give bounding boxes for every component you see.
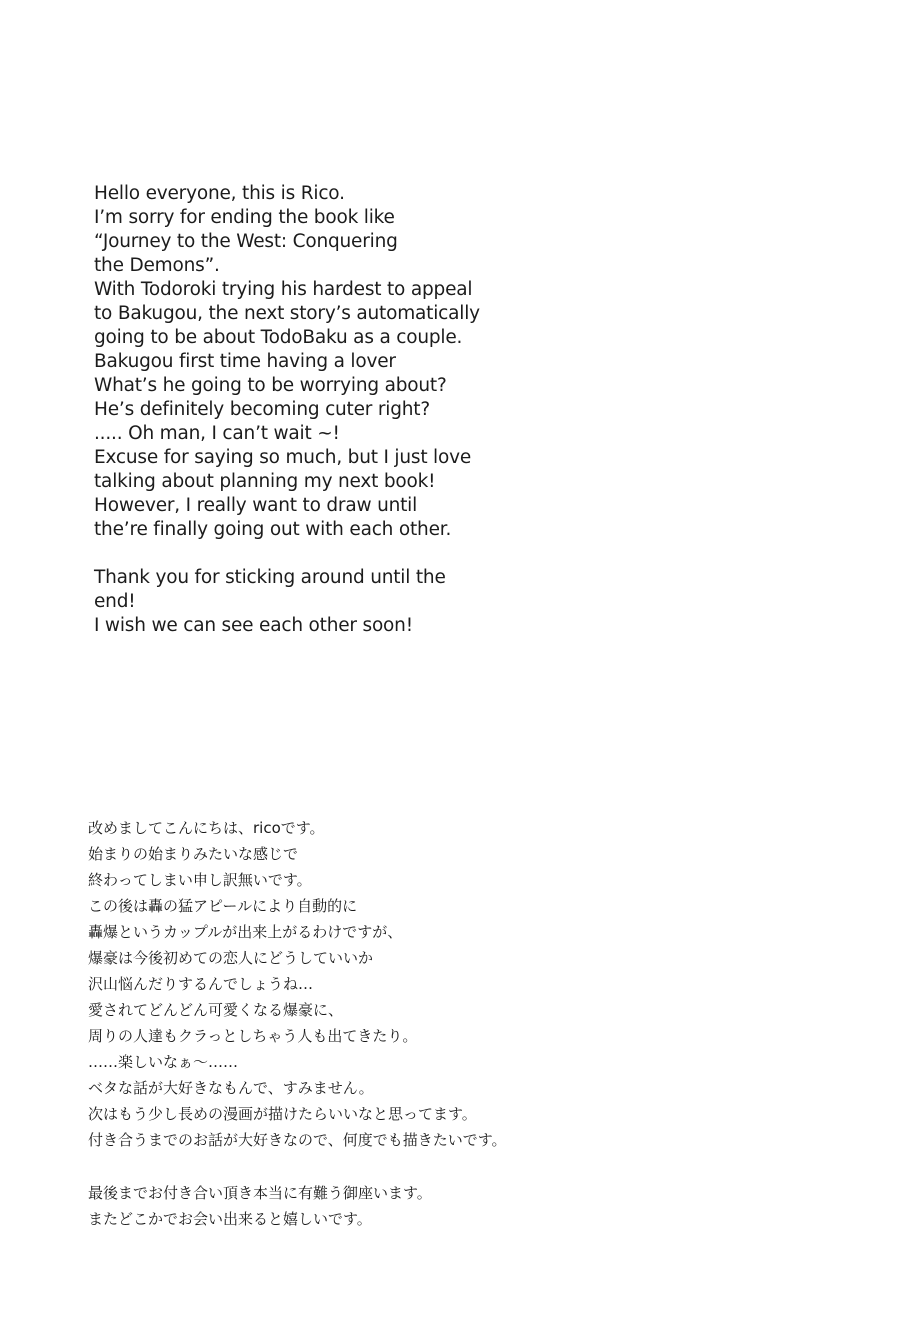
japanese-line: 愛されてどんどん可愛くなる爆豪に、 [88, 1001, 344, 1019]
english-line: ..... Oh man, I can’t wait ~! [94, 423, 340, 444]
japanese-line: 沢山悩んだりするんでしょうね… [88, 975, 314, 993]
japanese-line: 轟爆というカップルが出来上がるわけですが、 [88, 923, 403, 941]
english-afterword [94, 182, 534, 638]
japanese-line: 付き合うまでのお話が大好きなので、何度でも描きたいです。 [88, 1131, 507, 1149]
japanese-line: ベタな話が大好きなもんで、すみません。 [88, 1079, 374, 1097]
english-line: end! [94, 591, 136, 612]
english-line: With Todoroki trying his hardest to appeal [94, 279, 473, 300]
english-line: Thank you for sticking around until the [94, 567, 446, 588]
english-line: However, I really want to draw until [94, 495, 418, 516]
paragraph-gap [94, 542, 534, 566]
japanese-line: 始まりの始まりみたいな感じで [88, 845, 299, 863]
japanese-line: この後は轟の猛アピールにより自動的に [88, 897, 358, 915]
english-line: Hello everyone, this is Rico. [94, 183, 345, 204]
english-line: I wish we can see each other soon! [94, 615, 413, 636]
english-line: to Bakugou, the next story’s automatically [94, 303, 480, 324]
japanese-line: またどこかでお会い出来ると嬉しいです。 [88, 1210, 372, 1228]
english-line: Bakugou first time having a lover [94, 351, 396, 372]
japanese-afterword [88, 815, 648, 1232]
japanese-line: 改めましてこんにちは、ricoです。 [88, 819, 325, 837]
english-line: going to be about TodoBaku as a couple. [94, 327, 463, 348]
english-line: What’s he going to be worrying about? [94, 375, 447, 396]
japanese-line: 次はもう少し長めの漫画が描けたらいいなと思ってます。 [88, 1105, 477, 1123]
english-line: the’re finally going out with each other. [94, 519, 452, 540]
paragraph-gap [88, 1153, 648, 1180]
english-line: I’m sorry for ending the book like [94, 207, 395, 228]
japanese-line: ……楽しいなぁ〜…… [88, 1053, 239, 1071]
japanese-line: 終わってしまい申し訳無いです。 [88, 871, 312, 889]
japanese-line: 爆豪は今後初めての恋人にどうしていいか [88, 949, 374, 967]
english-line: the Demons”. [94, 255, 220, 276]
english-line: Excuse for saying so much, but I just love [94, 447, 472, 468]
english-line: He’s definitely becoming cuter right? [94, 399, 430, 420]
english-line: “Journey to the West: Conquering [94, 231, 398, 252]
english-line: talking about planning my next book! [94, 471, 436, 492]
japanese-line: 最後までお付き合い頂き本当に有難う御座います。 [88, 1184, 432, 1202]
japanese-line: 周りの人達もクラっとしちゃう人も出てきたり。 [88, 1027, 418, 1045]
